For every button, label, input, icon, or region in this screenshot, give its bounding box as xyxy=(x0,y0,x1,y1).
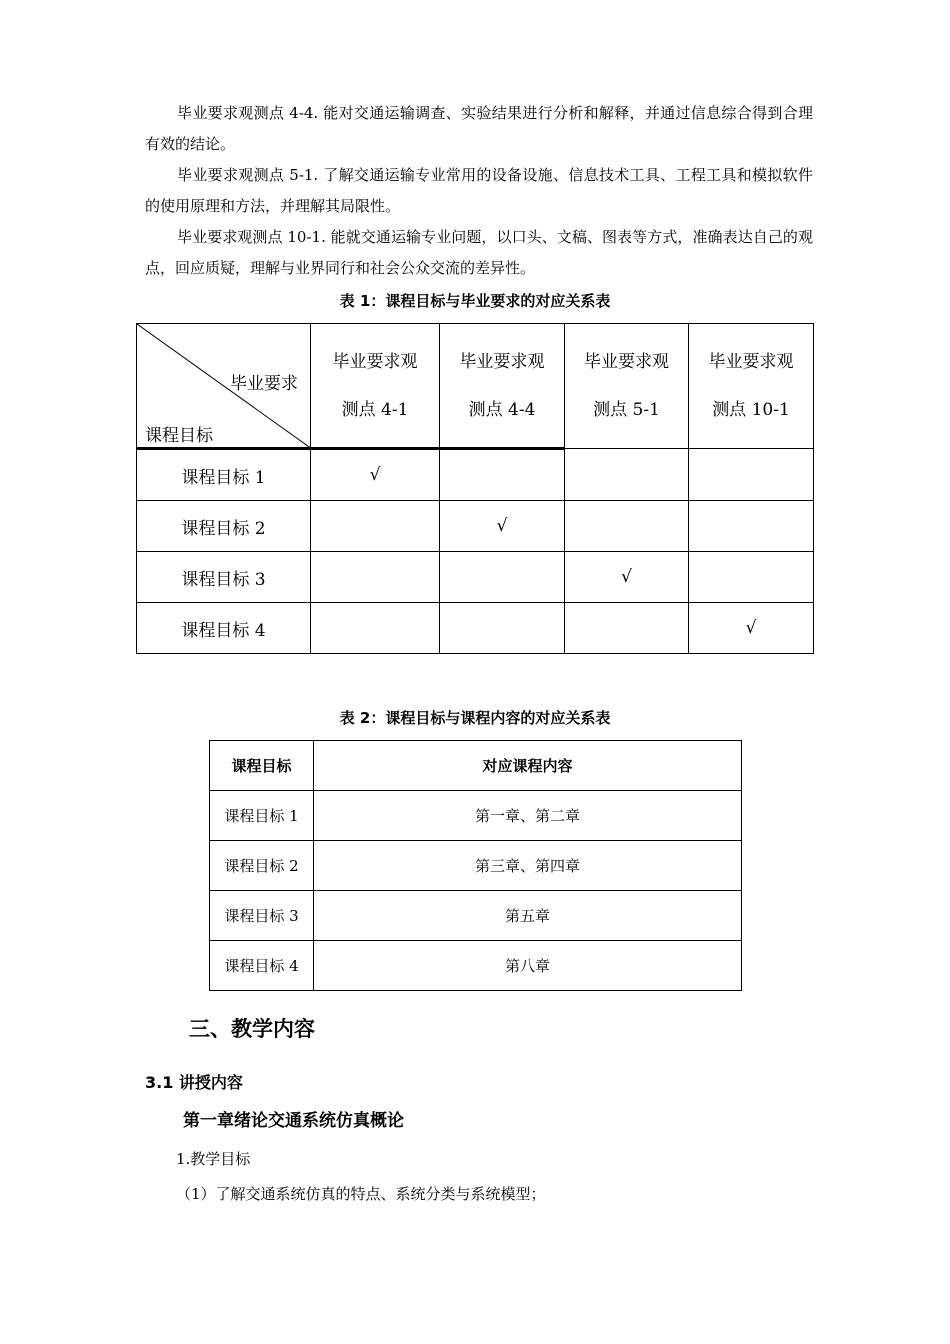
check-cell xyxy=(440,552,565,603)
content-cell: 第三章、第四章 xyxy=(314,841,742,891)
table-row xyxy=(137,449,814,501)
check-cell xyxy=(565,603,689,654)
table1-corner-cell xyxy=(137,324,311,449)
check-cell xyxy=(565,449,689,501)
check-cell xyxy=(311,603,440,654)
check-cell: √ xyxy=(440,501,565,552)
paragraph-5-1: 毕业要求观测点 5-1. 了解交通运输专业常用的设备设施、信息技术工具、工程工具和模拟软件的使用原理和方法，并理解其局限性。 xyxy=(145,166,813,215)
content-cell: 第五章 xyxy=(314,891,742,941)
row-label: 课程目标 2 xyxy=(137,501,311,552)
table1-header-4-4 xyxy=(440,324,565,449)
table-header-row xyxy=(210,741,742,791)
table2-content-mapping xyxy=(209,740,742,991)
content-cell: 第一章、第二章 xyxy=(314,791,742,841)
check-cell: √ xyxy=(689,603,814,654)
header-line-2: 测点 5-1 xyxy=(593,400,660,420)
table-row xyxy=(137,552,814,603)
check-cell xyxy=(440,603,565,654)
header-line-2: 测点 4-4 xyxy=(468,399,536,420)
check-cell xyxy=(311,501,440,552)
row-label: 课程目标 2 xyxy=(210,841,314,891)
table2-caption: 表 2：课程目标与课程内容的对应关系表 xyxy=(339,709,611,727)
table-row xyxy=(210,891,742,941)
table-row xyxy=(210,841,742,891)
sub-heading: 3.1 讲授内容 xyxy=(145,1073,243,1092)
table1-header-10-1 xyxy=(689,324,814,449)
list-item: （1）了解交通系统仿真的特点、系统分类与系统模型； xyxy=(176,1185,546,1203)
check-cell xyxy=(311,552,440,603)
table1-header-4-1 xyxy=(311,324,440,449)
header-line-1: 毕业要求观 xyxy=(708,352,794,372)
row-label: 课程目标 4 xyxy=(210,941,314,991)
section-heading: 三、教学内容 xyxy=(189,1017,315,1041)
content-cell: 第八章 xyxy=(314,941,742,991)
row-label: 课程目标 3 xyxy=(137,552,311,603)
table-row xyxy=(210,941,742,991)
corner-label-requirement: 毕业要求 xyxy=(230,374,298,394)
column-header-objective: 课程目标 xyxy=(210,741,314,791)
check-cell xyxy=(689,501,814,552)
check-cell xyxy=(689,449,814,501)
list-title: 1.教学目标 xyxy=(176,1150,251,1168)
check-cell xyxy=(440,449,565,501)
check-cell xyxy=(565,501,689,552)
table1-requirements-mapping xyxy=(136,323,814,654)
check-cell: √ xyxy=(565,552,689,603)
header-line-2: 测点 4-1 xyxy=(341,399,409,420)
column-header-content: 对应课程内容 xyxy=(314,741,742,791)
row-label: 课程目标 4 xyxy=(137,603,311,654)
table1-header-5-1 xyxy=(565,324,689,449)
paragraph-10-1: 毕业要求观测点 10-1. 能就交通运输专业问题，以口头、文稿、图表等方式，准确表达自己的观点，回应质疑，理解与业界同行和社会公众交流的差异性。 xyxy=(145,228,813,277)
table-row xyxy=(137,603,814,654)
header-line-1: 毕业要求观 xyxy=(584,352,669,372)
header-line-2: 测点 10-1 xyxy=(712,400,790,420)
check-cell: √ xyxy=(311,449,440,501)
paragraph-4-4: 毕业要求观测点 4-4. 能对交通运输调查、实验结果进行分析和解释，并通过信息综合得到合理有效的结论。 xyxy=(145,104,813,153)
row-label: 课程目标 1 xyxy=(210,791,314,841)
table-row xyxy=(210,791,742,841)
header-line-1: 毕业要求观 xyxy=(332,351,418,372)
chapter-heading: 第一章绪论交通系统仿真概论 xyxy=(183,1111,404,1131)
corner-label-objective: 课程目标 xyxy=(145,426,213,446)
row-label: 课程目标 1 xyxy=(137,449,311,501)
table1-caption: 表 1：课程目标与毕业要求的对应关系表 xyxy=(339,292,611,310)
header-line-1: 毕业要求观 xyxy=(459,351,545,372)
check-cell xyxy=(689,552,814,603)
row-label: 课程目标 3 xyxy=(210,891,314,941)
table-row xyxy=(137,501,814,552)
